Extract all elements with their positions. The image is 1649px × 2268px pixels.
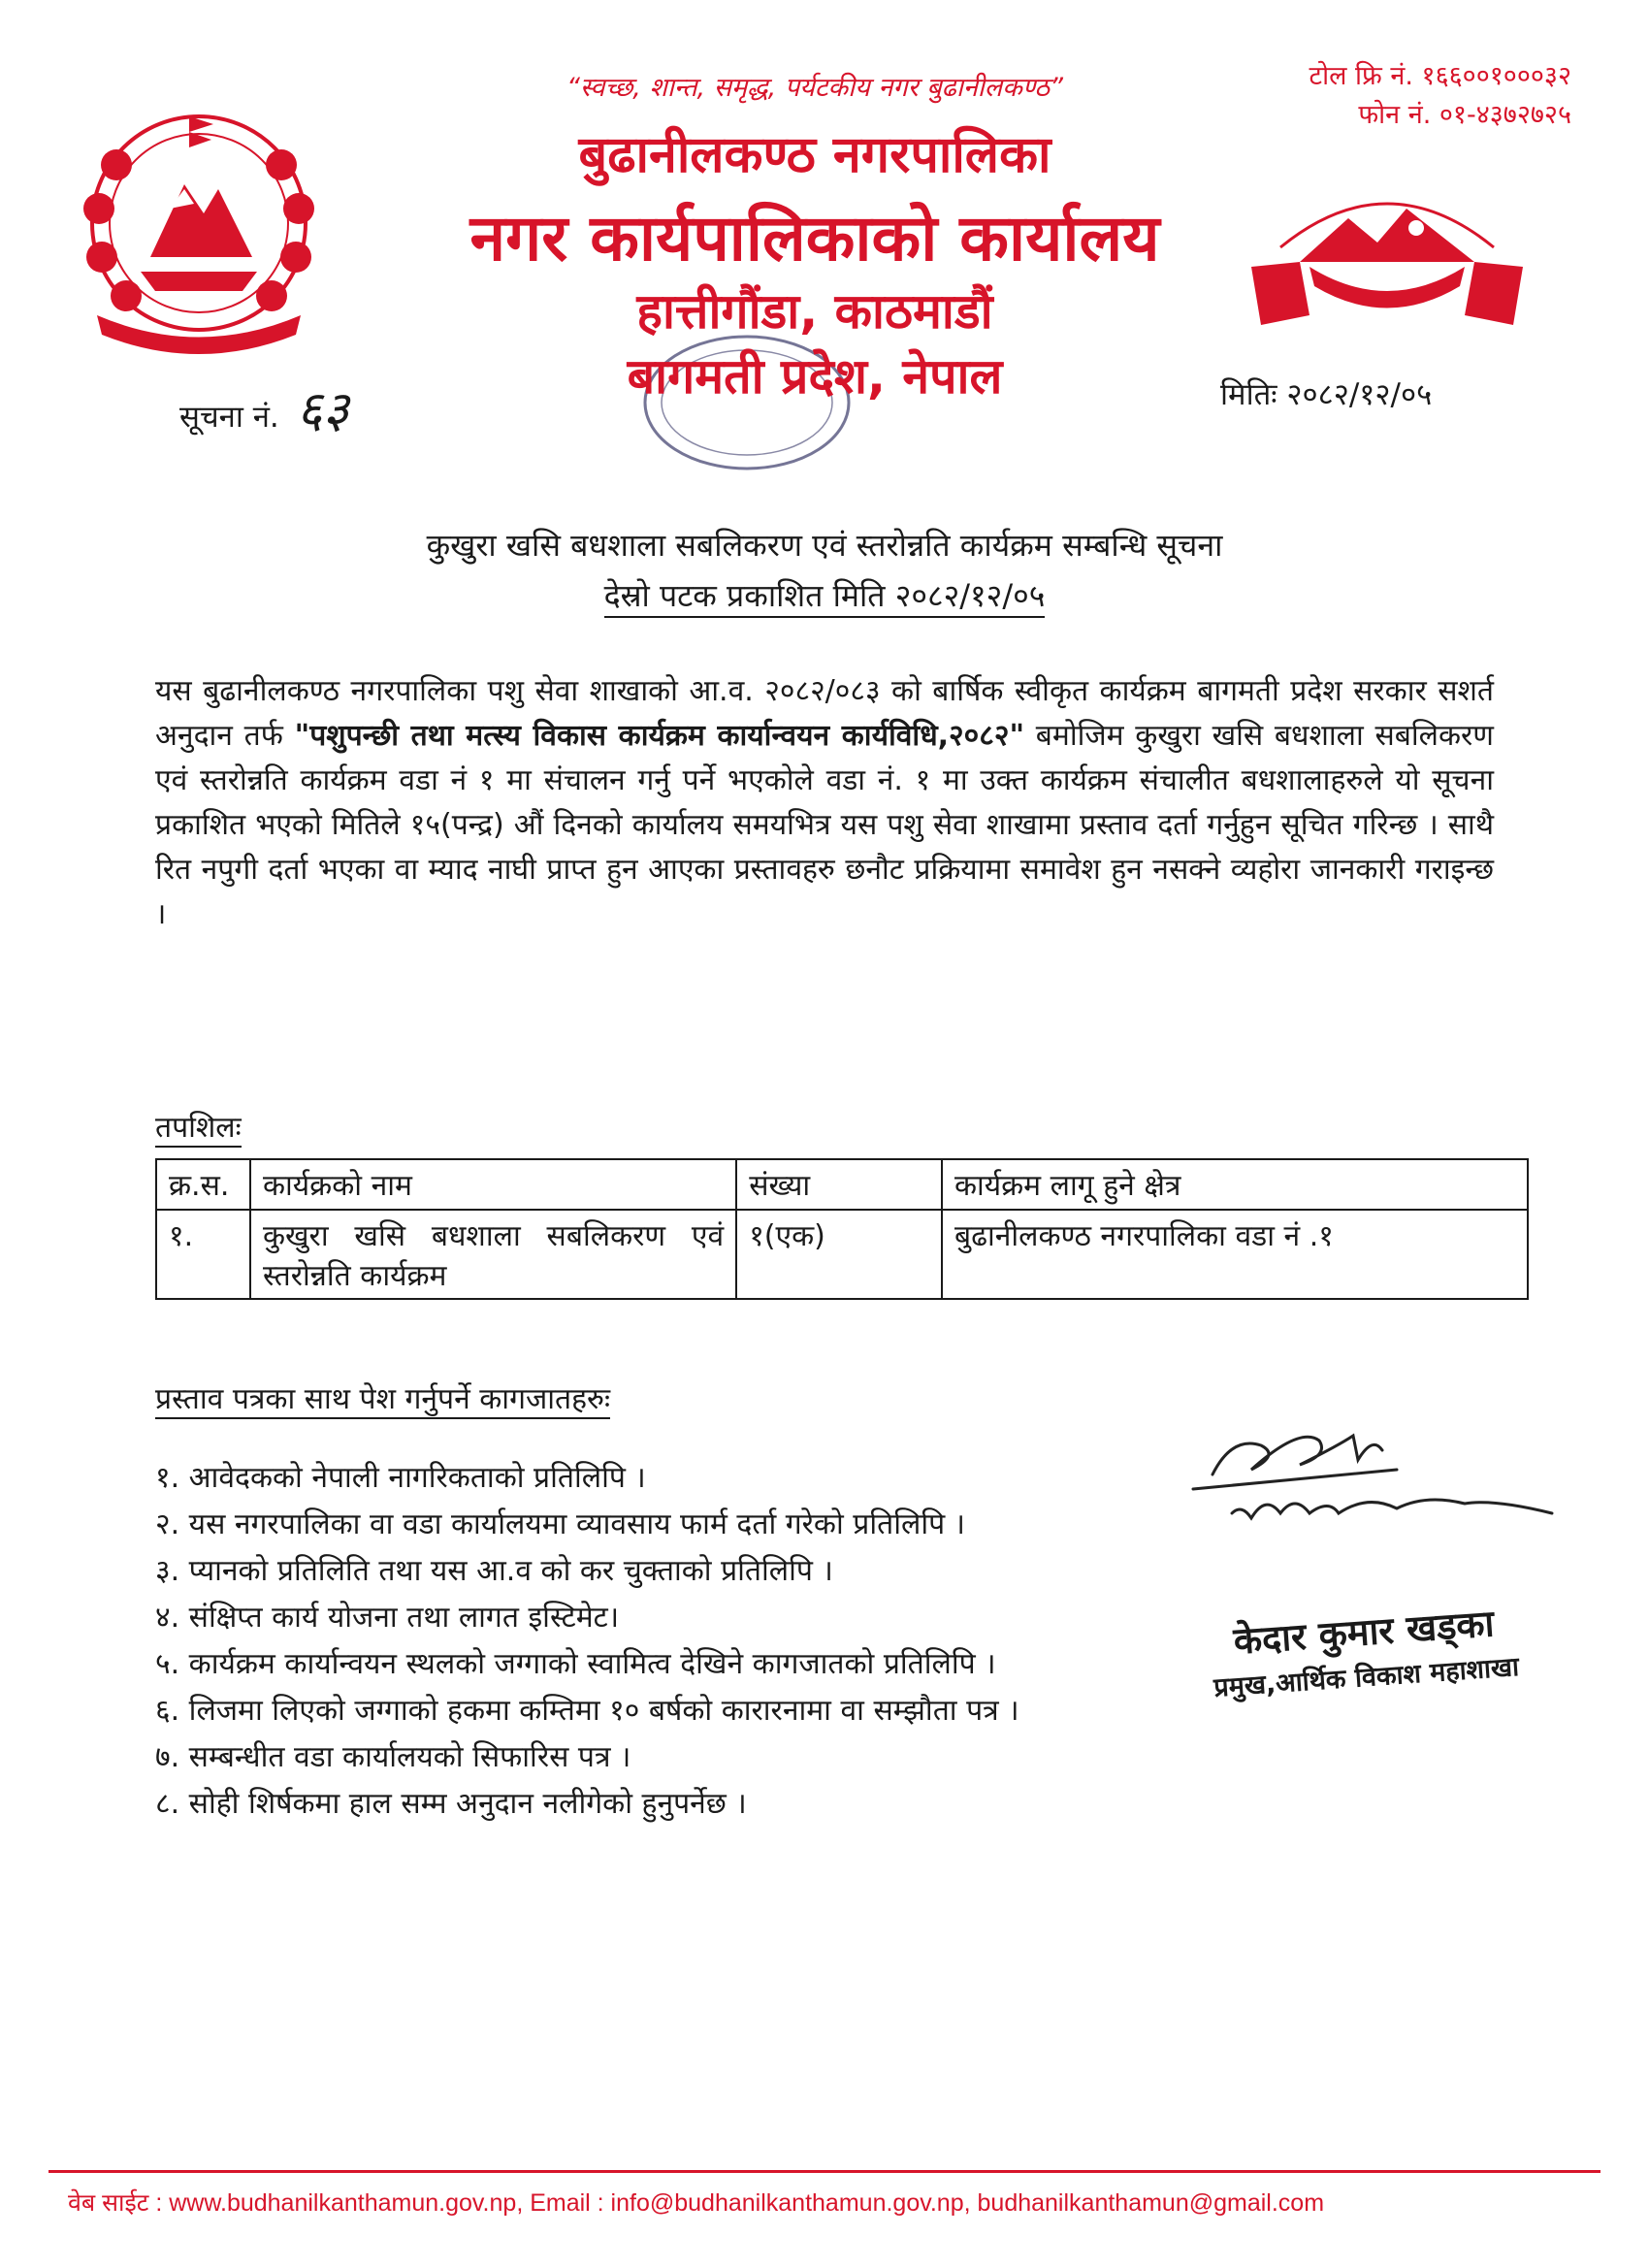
list-item: ३. प्यानको प्रतिलिति तथा यस आ.व को कर चुक्ताको प्रतिलिपि । <box>155 1554 833 1588</box>
table-header-row <box>156 1159 1528 1210</box>
body-text-bold: "पशुपन्छी तथा मत्स्य विकास कार्यक्रम कार्यान्वयन कार्यविधि,२०८२" <box>294 719 1025 753</box>
slogan: “स्वच्छ, शान्त, समृद्ध, पर्यटकीय नगर बुढानीलकण्ठ” <box>566 73 1064 103</box>
list-item: ४. संक्षिप्त कार्य योजना तथा लागत इस्टिमेट। <box>155 1601 620 1635</box>
notice-date: मितिः २०८२/१२/०५ <box>1220 377 1433 412</box>
table-cell: कुखुरा खसि बधशाला सबलिकरण एवं स्तरोन्नति कार्यक्रम <box>250 1210 736 1299</box>
footer-divider <box>48 2170 1600 2173</box>
schedule-label: तपशिलः <box>155 1106 242 1148</box>
list-item: ८. सोही शिर्षकमा हाल सम्म अनुदान नलीगेको हुनुपर्नेछ । <box>155 1787 747 1821</box>
notice-body <box>155 669 1494 937</box>
phone-number: फोन नं. ०१-४३७२७२५ <box>1358 100 1571 130</box>
notice-subtitle <box>146 574 1504 616</box>
list-item: ७. सम्बन्धीत वडा कार्यालयको सिफारिस पत्र । <box>155 1740 631 1774</box>
program-table <box>155 1158 1529 1300</box>
body-text-2: बमोजिम कुखुरा खसि बधशाला सबलिकरण एवं स्तरोन्नति कार्यक्रम वडा नं १ मा संचालन गर्नु पर्ने भएकोले वडा नं. १ मा उक्त कार्यक्रम संचालीत बधशालाहरुले यो सूचना प्रकाशित भएको मितिले १५(पन्द्र) औं दिनको कार्यालय समयभित्र यस पशु सेवा शाखामा प्रस्ताव दर्ता गर्नुहुन सूचित गरिन्छ । साथै रित नपुगी दर्ता भएका वा म्याद नाघी प्राप्त हुन आएका प्रस्तावहरु छनौट प्रक्रियामा समावेश हुन नसक्ने व्यहोरा जानकारी गराइन्छ । <box>155 719 1494 931</box>
notice-number-label: सूचना नं. <box>179 400 279 435</box>
table-cell: बुढानीलकण्ठ नगरपालिका वडा नं .१ <box>942 1210 1528 1299</box>
table-row <box>156 1210 1528 1299</box>
list-item: १. आवेदकको नेपाली नागरिकताको प्रतिलिपि । <box>155 1461 646 1495</box>
publication-date: देस्रो पटक प्रकाशित मिति २०८२/१२/०५ <box>604 577 1046 618</box>
nepal-emblem-icon <box>58 97 340 359</box>
list-item: ६. लिजमा लिएको जग्गाको हकमा कम्तिमा १० बर्षको कारारनामा वा सम्झौता पत्र । <box>155 1694 1019 1728</box>
notice-number-value: ६३ <box>296 381 349 439</box>
table-cell: १. <box>156 1210 250 1299</box>
signer-title: प्रमुख,आर्थिक विकाश महाशाखा <box>1212 1651 1520 1703</box>
municipality-name: बुढानीलकण्ठ नगरपालिका <box>578 126 1051 184</box>
office-name: नगर कार्यपालिकाको कार्यालय <box>469 201 1160 275</box>
table-cell: १(एक) <box>736 1210 942 1299</box>
table-header: कार्यक्रको नाम <box>250 1159 736 1210</box>
signature-icon <box>1174 1368 1562 1542</box>
footer-contact: वेब साईट : www.budhanilkanthamun.gov.np, Email : info@budhanilkanthamun.gov.np, budhanilkanthamun@gmail.com <box>68 2189 1325 2217</box>
list-item: २. यस नगरपालिका वा वडा कार्यालयमा व्यावसाय फार्म दर्ता गरेको प्रतिलिपि । <box>155 1507 966 1541</box>
notice-number <box>179 373 349 442</box>
address-line-2: बागमती प्रदेश, नेपाल <box>627 348 1003 405</box>
list-item: ५. कार्यक्रम कार्यान्वयन स्थलको जग्गाको स्वामित्व देखिने कागजातको प्रतिलिपि । <box>155 1647 996 1681</box>
signer-name: केदार कुमार खड्का <box>1232 1602 1496 1663</box>
table-header: संख्या <box>736 1159 942 1210</box>
documents-list <box>155 1455 1319 1828</box>
notice-title: कुखुरा खसि बधशाला सबलिकरण एवं स्तरोन्नति कार्यक्रम सम्बन्धि सूचना <box>426 527 1223 564</box>
body-text-1: यस बुढानीलकण्ठ नगरपालिका पशु सेवा शाखाको आ.व. २०८२/०८३ को बार्षिक स्वीकृत कार्यक्रम बागमती प्रदेश सरकार सशर्त अनुदान तर्फ <box>155 674 1494 753</box>
toll-free-number: टोल फ्रि नं. १६६००१०००३२ <box>1309 61 1571 91</box>
documents-label: प्रस्ताव पत्रका साथ पेश गर्नुपर्ने कागजातहरुः <box>155 1377 610 1419</box>
table-header: कार्यक्रम लागू हुने क्षेत्र <box>942 1159 1528 1210</box>
address-line-1: हात्तीगौंडा, काठमाडौं <box>636 283 993 340</box>
table-header: क्र.स. <box>156 1159 250 1210</box>
